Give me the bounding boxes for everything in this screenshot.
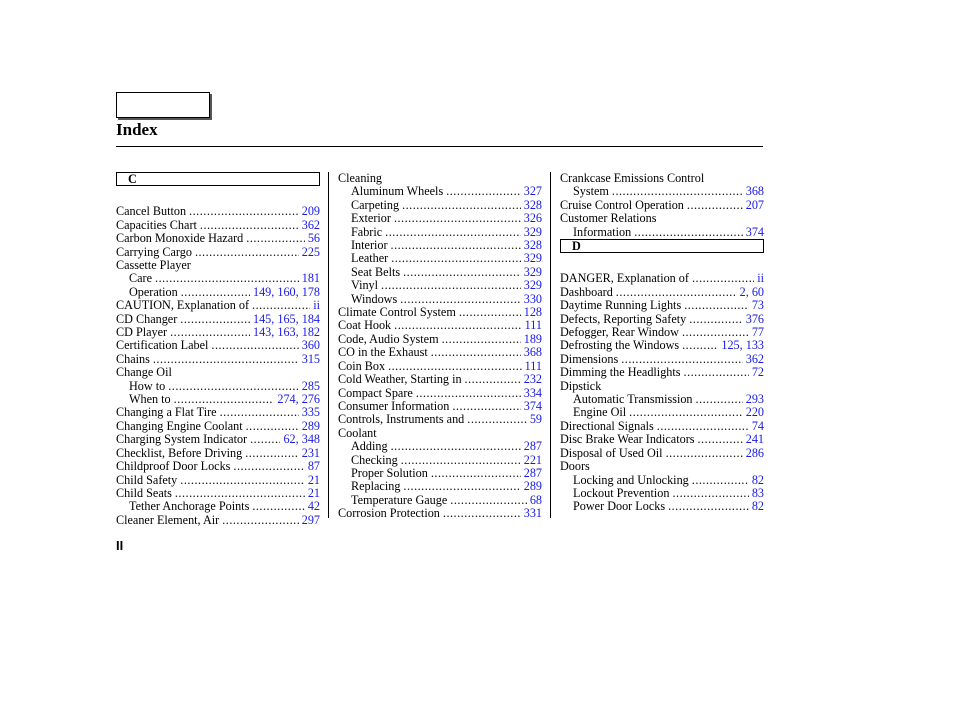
index-entry[interactable] bbox=[560, 366, 764, 379]
index-entry-label: Engine Oil bbox=[573, 405, 627, 420]
index-entry-label: Vinyl bbox=[351, 278, 379, 293]
index-entry-label: CD Changer bbox=[116, 311, 178, 326]
leader-dots bbox=[385, 226, 521, 239]
leader-dots bbox=[668, 500, 749, 513]
leader-dots bbox=[195, 246, 299, 259]
page-link[interactable]: 21 bbox=[307, 472, 320, 487]
index-entry[interactable] bbox=[560, 393, 764, 406]
leader-dots bbox=[629, 406, 743, 419]
index-entry[interactable] bbox=[338, 279, 542, 292]
index-entry[interactable] bbox=[338, 507, 542, 520]
index-entry[interactable] bbox=[338, 346, 542, 359]
index-entry[interactable] bbox=[560, 313, 764, 326]
page-link[interactable]: 289 bbox=[523, 479, 542, 494]
index-entry[interactable] bbox=[338, 266, 542, 279]
leader-dots bbox=[459, 306, 521, 319]
page-link[interactable]: 72 bbox=[751, 365, 764, 380]
page-link[interactable]: ii bbox=[313, 298, 320, 313]
leader-dots bbox=[416, 387, 521, 400]
section-header: D bbox=[560, 239, 764, 253]
page-link[interactable]: 87 bbox=[307, 459, 320, 474]
leader-dots bbox=[180, 313, 250, 326]
index-entry-label: Coin Box bbox=[338, 358, 386, 373]
leader-dots bbox=[381, 279, 521, 292]
leader-dots bbox=[180, 474, 305, 487]
leader-dots bbox=[465, 373, 521, 386]
leader-dots bbox=[189, 205, 299, 218]
index-entry-label: Disc Brake Wear Indicators bbox=[560, 432, 695, 447]
leader-dots bbox=[394, 212, 521, 225]
page-link[interactable]: 68 bbox=[529, 492, 542, 507]
index-entry-label: Child Seats bbox=[116, 485, 172, 500]
index-entry-label: CAUTION, Explanation of bbox=[116, 298, 250, 313]
index-entry-label: Consumer Information bbox=[338, 398, 450, 413]
index-entry[interactable] bbox=[116, 246, 320, 259]
leader-dots bbox=[403, 480, 520, 493]
index-entry[interactable] bbox=[338, 494, 542, 507]
page-link[interactable]: 334 bbox=[523, 385, 542, 400]
index-entry[interactable] bbox=[338, 360, 542, 373]
index-entry-label: Tether Anchorage Points bbox=[129, 499, 250, 514]
index-entry[interactable] bbox=[338, 252, 542, 265]
column-divider bbox=[550, 172, 551, 518]
index-entry-label: Automatic Transmission bbox=[573, 392, 693, 407]
index-entry[interactable] bbox=[560, 406, 764, 419]
index-entry[interactable] bbox=[116, 447, 320, 460]
page-link[interactable]: 2, 60 bbox=[739, 284, 764, 299]
index-entry-label: Chains bbox=[116, 351, 150, 366]
index-entry[interactable] bbox=[116, 433, 320, 446]
index-entry[interactable] bbox=[116, 205, 320, 218]
index-entry-label: Interior bbox=[351, 238, 388, 253]
index-entry-label: CD Player bbox=[116, 325, 168, 340]
index-entry[interactable] bbox=[338, 185, 542, 198]
index-entry-label: When to bbox=[129, 392, 171, 407]
index-entry-label: Carbon Monoxide Hazard bbox=[116, 231, 244, 246]
leader-dots bbox=[401, 454, 521, 467]
leader-dots bbox=[687, 199, 743, 212]
index-entry[interactable] bbox=[560, 272, 764, 285]
leader-dots bbox=[443, 507, 521, 520]
index-entry[interactable] bbox=[116, 232, 320, 245]
page-link[interactable]: 274, 276 bbox=[277, 392, 320, 407]
index-entry[interactable] bbox=[338, 480, 542, 493]
page-title: Index bbox=[116, 120, 158, 139]
leader-dots bbox=[467, 413, 527, 426]
leader-dots bbox=[684, 366, 749, 379]
leader-dots bbox=[233, 460, 304, 473]
page-link[interactable]: 207 bbox=[745, 197, 764, 212]
page-link[interactable]: 362 bbox=[301, 217, 320, 232]
page-link[interactable]: 330 bbox=[523, 291, 542, 306]
index-entry[interactable] bbox=[116, 353, 320, 366]
leader-dots bbox=[657, 420, 749, 433]
index-entry-label: DANGER, Explanation of bbox=[560, 271, 689, 286]
index-entry-label: Child Safety bbox=[116, 472, 178, 487]
page-link[interactable]: 59 bbox=[529, 412, 542, 427]
index-heading: Customer Relations bbox=[560, 211, 657, 226]
index-entry-label: Childproof Door Locks bbox=[116, 459, 231, 474]
index-entry[interactable] bbox=[338, 212, 542, 225]
index-entry-label: Operation bbox=[129, 284, 178, 299]
index-entry-label: Compact Spare bbox=[338, 385, 413, 400]
page-link[interactable]: 335 bbox=[301, 405, 320, 420]
index-entry[interactable] bbox=[116, 339, 320, 352]
index-entry-label: Lockout Prevention bbox=[573, 485, 670, 500]
page-link[interactable]: 315 bbox=[301, 351, 320, 366]
page-link[interactable]: 73 bbox=[751, 298, 764, 313]
leader-dots bbox=[442, 333, 521, 346]
index-entry[interactable] bbox=[560, 226, 764, 239]
leader-dots bbox=[168, 380, 298, 393]
leader-dots bbox=[250, 433, 280, 446]
index-heading: Change Oil bbox=[116, 365, 172, 380]
leader-dots bbox=[252, 299, 310, 312]
index-entry-label: Daytime Running Lights bbox=[560, 298, 682, 313]
leader-dots bbox=[621, 353, 742, 366]
index-entry-label: Dimming the Headlights bbox=[560, 365, 681, 380]
index-entry[interactable] bbox=[338, 306, 542, 319]
leader-dots bbox=[388, 360, 522, 373]
index-entry-label: Care bbox=[129, 271, 153, 286]
leader-dots bbox=[211, 339, 298, 352]
index-column-2 bbox=[338, 172, 542, 521]
index-entry[interactable] bbox=[338, 239, 542, 252]
index-entry-label: Changing Engine Coolant bbox=[116, 418, 243, 433]
leader-dots bbox=[402, 199, 521, 212]
page-link[interactable]: 232 bbox=[523, 372, 542, 387]
page-link[interactable]: 289 bbox=[301, 418, 320, 433]
index-entry-label: Aluminum Wheels bbox=[351, 184, 444, 199]
index-heading: Crankcase Emissions Control bbox=[560, 171, 705, 185]
page-link[interactable]: 149, 160, 178 bbox=[252, 284, 320, 299]
index-entry[interactable] bbox=[116, 487, 320, 500]
index-entry[interactable] bbox=[560, 339, 764, 352]
index-entry-label: Cold Weather, Starting in bbox=[338, 372, 462, 387]
index-entry[interactable] bbox=[338, 226, 542, 239]
index-entry-label: Certification Label bbox=[116, 338, 209, 353]
index-entry[interactable] bbox=[560, 299, 764, 312]
index-entry-label: Leather bbox=[351, 251, 389, 266]
index-entry-label: Defects, Reporting Safety bbox=[560, 311, 687, 326]
page-link[interactable]: 329 bbox=[523, 264, 542, 279]
index-entry-label: Cruise Control Operation bbox=[560, 197, 684, 212]
page-link[interactable]: 331 bbox=[523, 506, 542, 521]
index-entry-label: Cancel Button bbox=[116, 204, 187, 219]
index-entry-label: Dimensions bbox=[560, 351, 619, 366]
page-link[interactable]: 329 bbox=[523, 251, 542, 266]
index-entry[interactable] bbox=[338, 400, 542, 413]
leader-dots bbox=[181, 286, 250, 299]
leader-dots bbox=[246, 232, 305, 245]
index-entry[interactable] bbox=[560, 286, 764, 299]
page-link[interactable]: 145, 165, 184 bbox=[252, 311, 320, 326]
index-entry-label: Cleaner Element, Air bbox=[116, 512, 220, 527]
leader-dots bbox=[684, 299, 749, 312]
page-link[interactable]: 77 bbox=[751, 325, 764, 340]
page-link[interactable]: 82 bbox=[751, 472, 764, 487]
page-link[interactable]: 82 bbox=[751, 499, 764, 514]
page-link[interactable]: 368 bbox=[523, 345, 542, 360]
leader-dots bbox=[252, 500, 304, 513]
leader-dots bbox=[400, 293, 520, 306]
index-entry[interactable] bbox=[338, 199, 542, 212]
index-entry[interactable] bbox=[560, 185, 764, 198]
index-entry-label: CO in the Exhaust bbox=[338, 345, 428, 360]
index-entry[interactable] bbox=[338, 387, 542, 400]
main-menu-button[interactable] bbox=[116, 92, 210, 118]
index-entry-label: System bbox=[573, 184, 609, 199]
leader-dots bbox=[682, 339, 718, 352]
leader-dots bbox=[391, 440, 521, 453]
index-entry[interactable] bbox=[116, 406, 320, 419]
leader-dots bbox=[682, 326, 749, 339]
index-entry-label: Temperature Gauge bbox=[351, 492, 448, 507]
index-entry-label: Directional Signals bbox=[560, 418, 654, 433]
leader-dots bbox=[446, 185, 521, 198]
page-link[interactable]: 241 bbox=[745, 432, 764, 447]
page-link[interactable]: 329 bbox=[523, 224, 542, 239]
index-entry[interactable] bbox=[560, 420, 764, 433]
index-entry[interactable] bbox=[116, 272, 320, 285]
index-heading: Coolant bbox=[338, 425, 377, 440]
page-link[interactable]: 56 bbox=[307, 231, 320, 246]
page-link[interactable]: 287 bbox=[523, 439, 542, 454]
index-entry-label: Changing a Flat Tire bbox=[116, 405, 217, 420]
leader-dots bbox=[391, 252, 521, 265]
leader-dots bbox=[174, 393, 275, 406]
column-divider bbox=[328, 172, 329, 518]
index-entry-label: Capacities Chart bbox=[116, 217, 197, 232]
index-column-1 bbox=[116, 172, 320, 527]
title-divider bbox=[116, 146, 763, 147]
page-link[interactable]: 362 bbox=[745, 351, 764, 366]
index-entry[interactable] bbox=[338, 467, 542, 480]
index-entry[interactable] bbox=[338, 319, 542, 332]
page-link[interactable]: 374 bbox=[523, 398, 542, 413]
index-entry[interactable] bbox=[116, 393, 320, 406]
index-entry-label: Replacing bbox=[351, 479, 401, 494]
index-entry-label: Code, Audio System bbox=[338, 331, 439, 346]
index-heading: Cassette Player bbox=[116, 258, 191, 273]
index-entry-label: Corrosion Protection bbox=[338, 506, 440, 521]
index-entry[interactable] bbox=[338, 413, 542, 426]
leader-dots bbox=[692, 272, 754, 285]
page-link[interactable]: 287 bbox=[523, 465, 542, 480]
index-heading: Cleaning bbox=[338, 171, 383, 185]
index-entry-label: Defrosting the Windows bbox=[560, 338, 680, 353]
page-number: II bbox=[116, 538, 124, 553]
leader-dots bbox=[689, 313, 742, 326]
page-link[interactable]: 21 bbox=[307, 485, 320, 500]
row-spacer bbox=[560, 259, 764, 272]
index-entry-label: Adding bbox=[351, 439, 388, 454]
page-link[interactable]: 360 bbox=[301, 338, 320, 353]
index-entry-label: Windows bbox=[351, 291, 398, 306]
index-entry[interactable] bbox=[116, 313, 320, 326]
page-link[interactable]: 293 bbox=[745, 392, 764, 407]
page-link[interactable]: 225 bbox=[301, 244, 320, 259]
index-entry-label: Coat Hook bbox=[338, 318, 392, 333]
index-entry[interactable] bbox=[560, 326, 764, 339]
leader-dots bbox=[612, 185, 743, 198]
index-entry[interactable] bbox=[116, 460, 320, 473]
leader-dots bbox=[200, 219, 299, 232]
page-link[interactable]: 42 bbox=[307, 499, 320, 514]
index-entry[interactable] bbox=[116, 380, 320, 393]
leader-dots bbox=[391, 239, 521, 252]
page-link[interactable]: 209 bbox=[301, 204, 320, 219]
section-header: C bbox=[116, 172, 320, 186]
page-link[interactable]: 329 bbox=[523, 278, 542, 293]
page-link[interactable]: 285 bbox=[301, 378, 320, 393]
index-heading: Dipstick bbox=[560, 378, 602, 393]
index-entry[interactable] bbox=[560, 447, 764, 460]
index-entry-label: How to bbox=[129, 378, 166, 393]
leader-dots bbox=[666, 447, 743, 460]
leader-dots bbox=[403, 266, 521, 279]
index-entry-label: Dashboard bbox=[560, 284, 613, 299]
index-entry[interactable] bbox=[338, 333, 542, 346]
index-entry[interactable] bbox=[338, 440, 542, 453]
page-link[interactable]: 220 bbox=[745, 405, 764, 420]
leader-dots bbox=[155, 272, 299, 285]
leader-dots bbox=[692, 474, 749, 487]
index-entry-label: Disposal of Used Oil bbox=[560, 445, 663, 460]
index-entry-label: Locking and Unlocking bbox=[573, 472, 689, 487]
index-entry-label: Defogger, Rear Window bbox=[560, 325, 679, 340]
index-entry[interactable] bbox=[338, 373, 542, 386]
index-entry[interactable] bbox=[560, 199, 764, 212]
page-link[interactable]: 181 bbox=[301, 271, 320, 286]
index-entry-label: Information bbox=[573, 224, 632, 239]
leader-dots bbox=[616, 286, 737, 299]
page-link[interactable]: 231 bbox=[301, 445, 320, 460]
index-entry-label: Checking bbox=[351, 452, 398, 467]
index-entry[interactable] bbox=[116, 474, 320, 487]
page-link[interactable]: 128 bbox=[523, 305, 542, 320]
page-link[interactable]: 297 bbox=[301, 512, 320, 527]
page-link[interactable]: 143, 163, 182 bbox=[252, 325, 320, 340]
leader-dots bbox=[450, 494, 527, 507]
index-entry[interactable] bbox=[116, 286, 320, 299]
page-link[interactable]: 111 bbox=[524, 358, 542, 373]
index-entry-label: Checklist, Before Driving bbox=[116, 445, 243, 460]
leader-dots bbox=[170, 326, 250, 339]
page-link[interactable]: 62, 348 bbox=[283, 432, 320, 447]
index-entry[interactable] bbox=[560, 433, 764, 446]
page-link[interactable]: 111 bbox=[524, 318, 542, 333]
page-link[interactable]: 326 bbox=[523, 211, 542, 226]
leader-dots bbox=[696, 393, 743, 406]
index-entry-label: Climate Control System bbox=[338, 305, 456, 320]
leader-dots bbox=[394, 319, 521, 332]
index-entry-label: Fabric bbox=[351, 224, 383, 239]
leader-dots bbox=[246, 420, 299, 433]
row-spacer bbox=[116, 192, 320, 205]
page-link[interactable]: 328 bbox=[523, 197, 542, 212]
index-entry[interactable] bbox=[560, 487, 764, 500]
index-entry[interactable] bbox=[116, 299, 320, 312]
index-entry-label: Exterior bbox=[351, 211, 391, 226]
leader-dots bbox=[175, 487, 305, 500]
index-entry[interactable] bbox=[338, 454, 542, 467]
leader-dots bbox=[153, 353, 299, 366]
page-link[interactable]: 374 bbox=[745, 224, 764, 239]
index-entry-label: Controls, Instruments and bbox=[338, 412, 465, 427]
page-link[interactable]: 221 bbox=[523, 452, 542, 467]
index-entry[interactable] bbox=[560, 500, 764, 513]
index-entry-label: Charging System Indicator bbox=[116, 432, 248, 447]
leader-dots bbox=[672, 487, 748, 500]
index-entry-label: Seat Belts bbox=[351, 264, 401, 279]
leader-dots bbox=[245, 447, 298, 460]
page-link[interactable]: 83 bbox=[751, 485, 764, 500]
index-entry[interactable] bbox=[338, 293, 542, 306]
index-column-3 bbox=[560, 172, 764, 514]
leader-dots bbox=[698, 433, 743, 446]
page-link[interactable]: 125, 133 bbox=[721, 338, 764, 353]
page-link[interactable]: 328 bbox=[523, 238, 542, 253]
leader-dots bbox=[634, 226, 743, 239]
page-link[interactable]: 376 bbox=[745, 311, 764, 326]
index-entry[interactable] bbox=[116, 500, 320, 513]
leader-dots bbox=[222, 514, 299, 527]
index-entry[interactable] bbox=[560, 474, 764, 487]
index-entry[interactable] bbox=[116, 514, 320, 527]
index-entry-label: Power Door Locks bbox=[573, 499, 666, 514]
index-entry[interactable] bbox=[116, 420, 320, 433]
leader-dots bbox=[220, 406, 299, 419]
index-entry[interactable] bbox=[116, 219, 320, 232]
index-entry[interactable] bbox=[116, 326, 320, 339]
index-heading: Doors bbox=[560, 459, 590, 474]
leader-dots bbox=[452, 400, 520, 413]
page-link[interactable]: 327 bbox=[523, 184, 542, 199]
index-entry-label: Carrying Cargo bbox=[116, 244, 192, 259]
page-link[interactable]: 368 bbox=[745, 184, 764, 199]
page-link[interactable]: 286 bbox=[745, 445, 764, 460]
page-link[interactable]: 74 bbox=[751, 418, 764, 433]
leader-dots bbox=[431, 346, 521, 359]
page-link[interactable]: 189 bbox=[523, 331, 542, 346]
index-entry-label: Carpeting bbox=[351, 197, 400, 212]
leader-dots bbox=[431, 467, 521, 480]
index-entry-label: Proper Solution bbox=[351, 465, 428, 480]
index-entry[interactable] bbox=[560, 353, 764, 366]
page-link[interactable]: ii bbox=[757, 271, 764, 286]
